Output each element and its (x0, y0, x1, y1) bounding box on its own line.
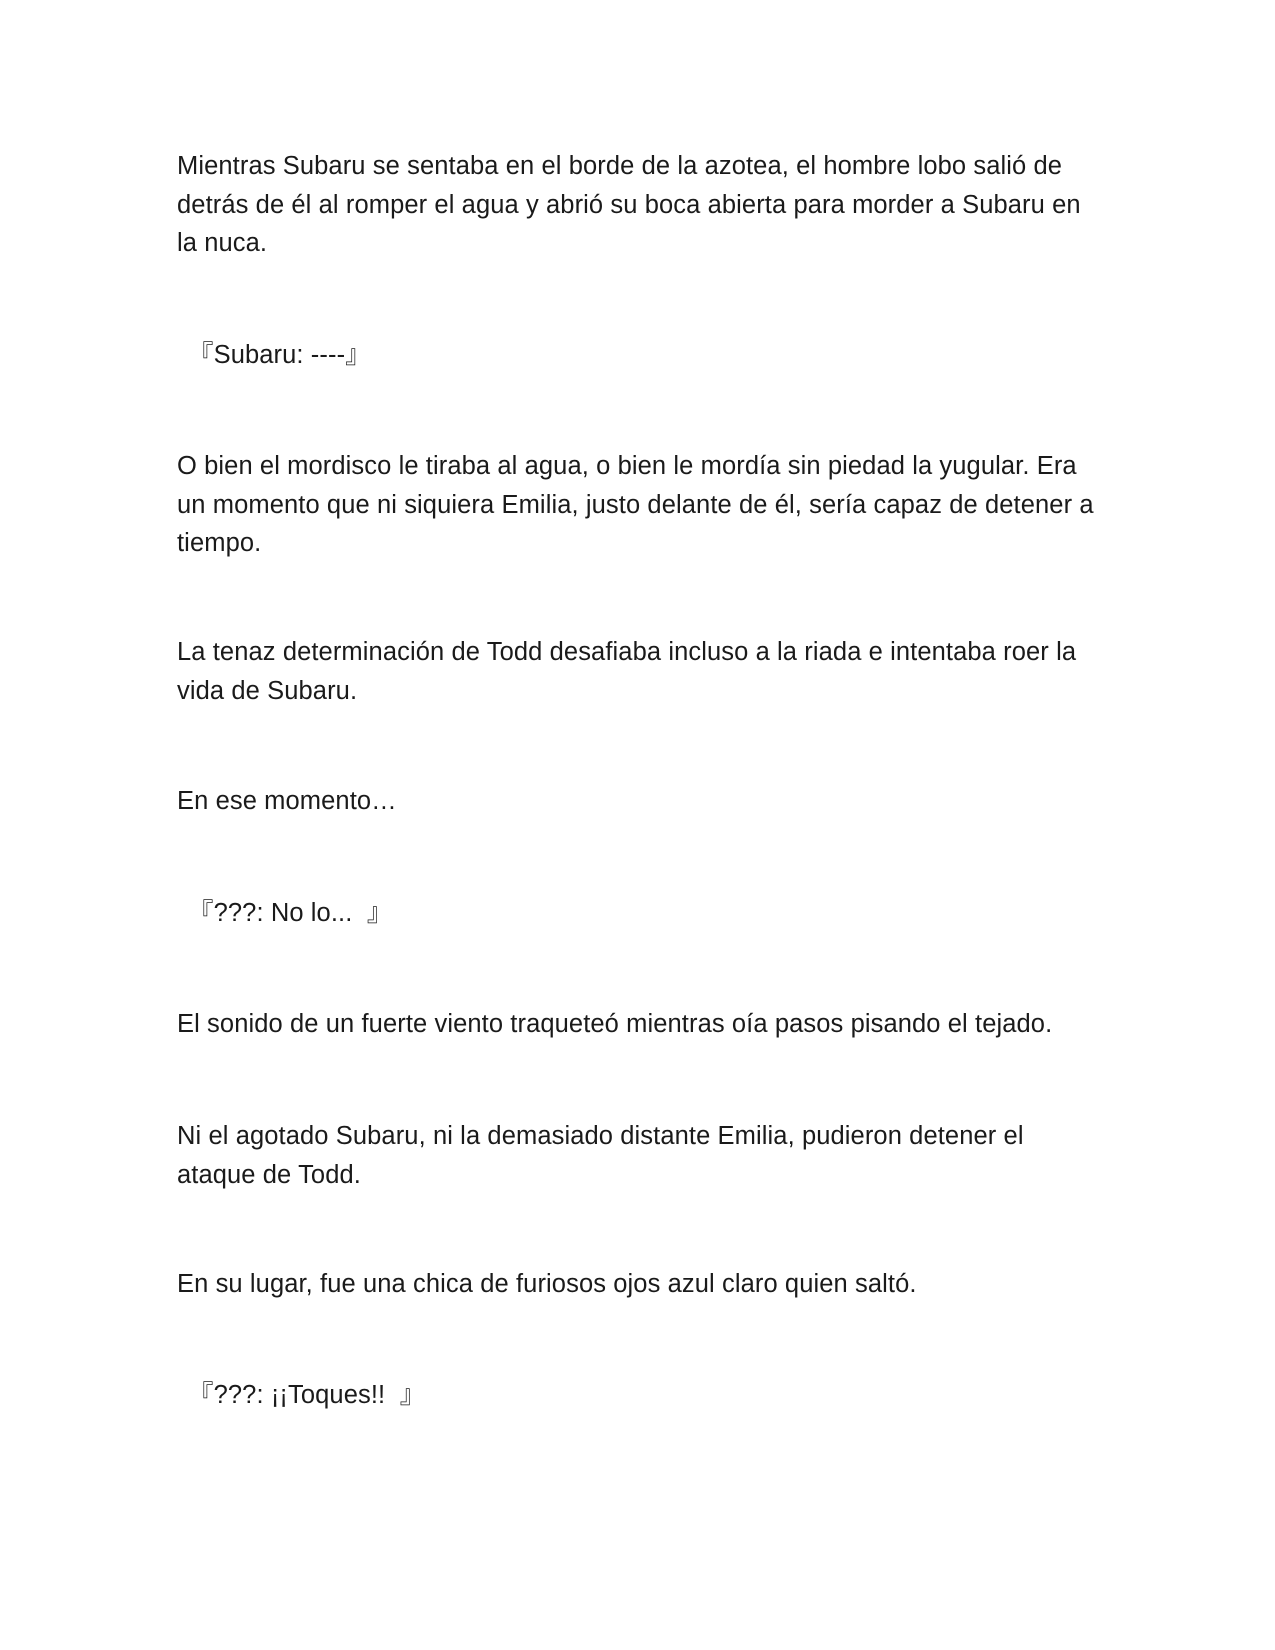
narration-paragraph: O bien el mordisco le tiraba al agua, o bien le mordía sin piedad la yugular. Era un momento que ni siquiera Emilia, justo delante de él, sería capaz de detener a tiempo. (177, 452, 1094, 557)
narration-paragraph: En ese momento… (177, 787, 397, 815)
narration-paragraph: En su lugar, fue una chica de furiosos ojos azul claro quien saltó. (177, 1270, 917, 1298)
dialogue-line: 『Subaru: ----』 (188, 341, 371, 369)
narration-paragraph: Mientras Subaru se sentaba en el borde de la azotea, el hombre lobo salió de detrás de él al romper el agua y abrió su boca abierta para morder a Subaru en la nuca. (177, 152, 1081, 257)
narration-paragraph: El sonido de un fuerte viento traqueteó mientras oía pasos pisando el tejado. (177, 1010, 1053, 1038)
dialogue-line: 『???: No lo... 』 (188, 899, 393, 927)
narration-paragraph: La tenaz determinación de Todd desafiaba incluso a la riada e intentaba roer la vida de Subaru. (177, 638, 1077, 705)
dialogue-line: 『???: ¡¡Toques!! 』 (188, 1381, 426, 1409)
narration-paragraph: Ni el agotado Subaru, ni la demasiado distante Emilia, pudieron detener el ataque de Todd. (177, 1122, 1024, 1189)
